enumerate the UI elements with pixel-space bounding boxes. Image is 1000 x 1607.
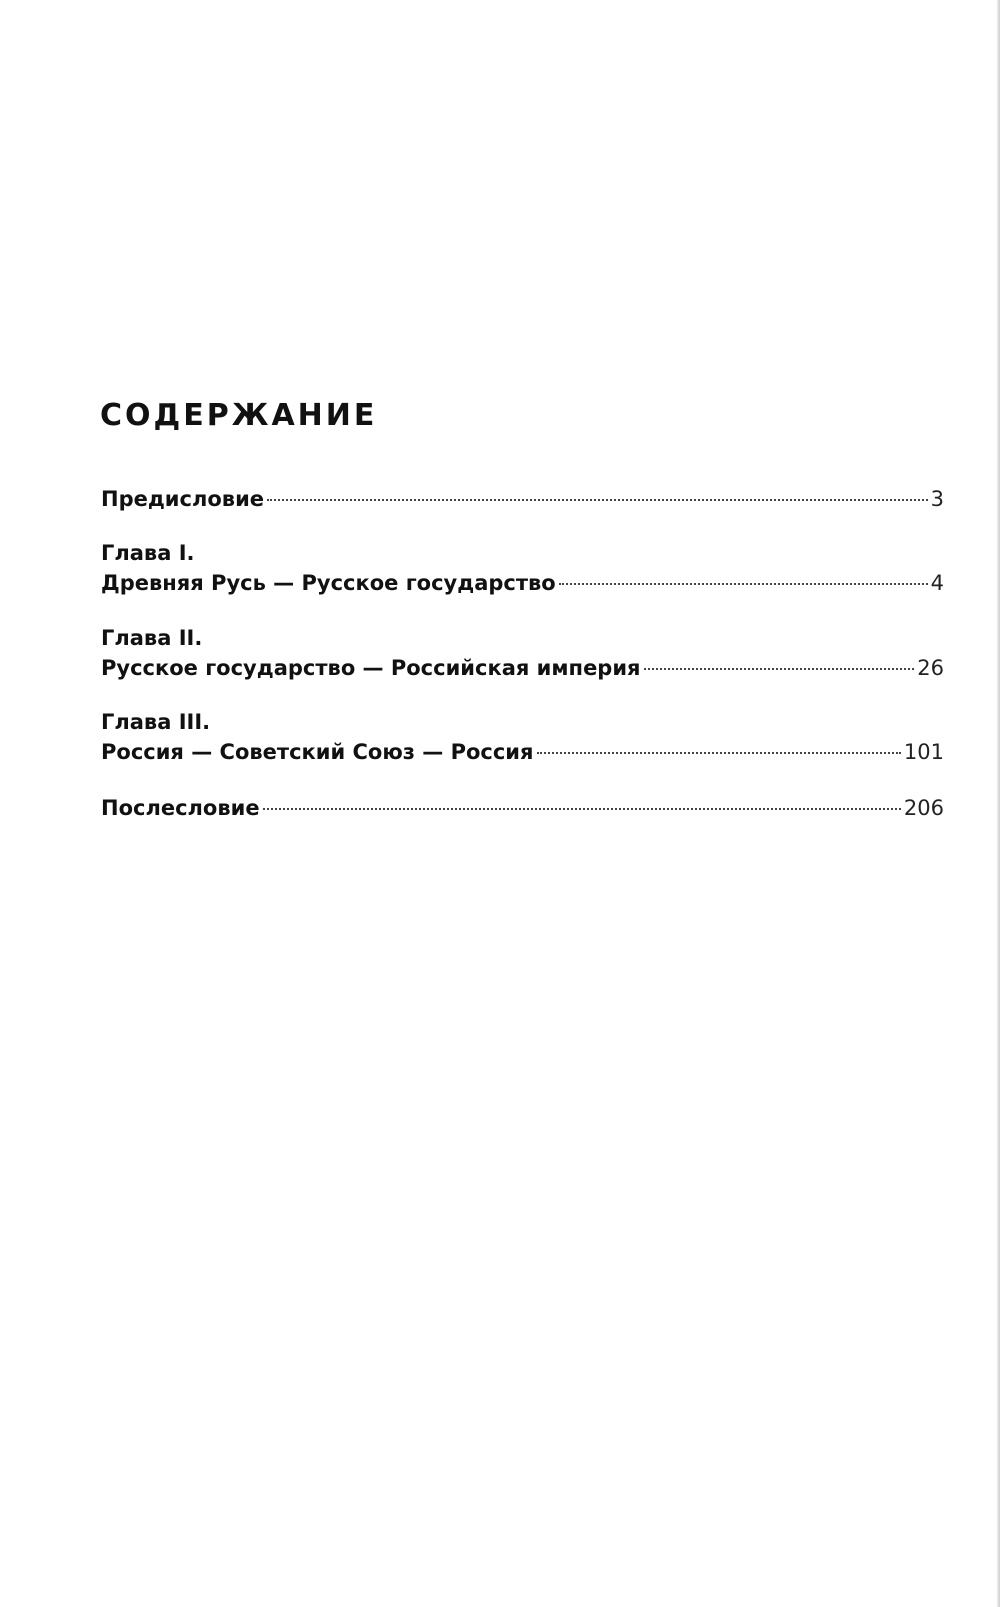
toc-entry-afterword — [101, 793, 944, 823]
toc-entry-preface — [101, 484, 944, 514]
page-number: 101 — [903, 740, 944, 764]
page-number: 206 — [903, 796, 944, 820]
entry-title: Россия — Советский Союз — Россия — [101, 740, 534, 764]
dot-leader — [559, 583, 928, 585]
toc-line — [101, 653, 944, 683]
entry-title: Предисловие — [101, 487, 265, 511]
page-title: СОДЕРЖАНИЕ — [100, 398, 378, 433]
entry-title: Русское государство — Российская империя — [101, 656, 641, 680]
toc-line — [101, 568, 944, 598]
chapter-label: Глава III. — [101, 710, 211, 734]
chapter-label: Глава I. — [101, 541, 195, 565]
dot-leader — [263, 808, 901, 810]
dot-leader — [537, 752, 901, 754]
dot-leader — [267, 499, 928, 501]
toc-entry-chapter-3 — [101, 709, 944, 767]
toc-entry-chapter-1 — [101, 540, 944, 598]
entry-title: Послесловие — [101, 796, 260, 820]
toc-line — [101, 793, 944, 823]
entry-title: Древняя Русь — Русское государство — [101, 571, 556, 595]
page-number: 4 — [930, 571, 944, 595]
chapter-label: Глава II. — [101, 626, 203, 650]
page-number: 3 — [930, 487, 944, 511]
page-number: 26 — [917, 656, 944, 680]
dot-leader — [644, 668, 915, 670]
toc-line — [101, 737, 944, 767]
toc-line — [101, 484, 944, 514]
toc-entry-chapter-2 — [101, 625, 944, 683]
